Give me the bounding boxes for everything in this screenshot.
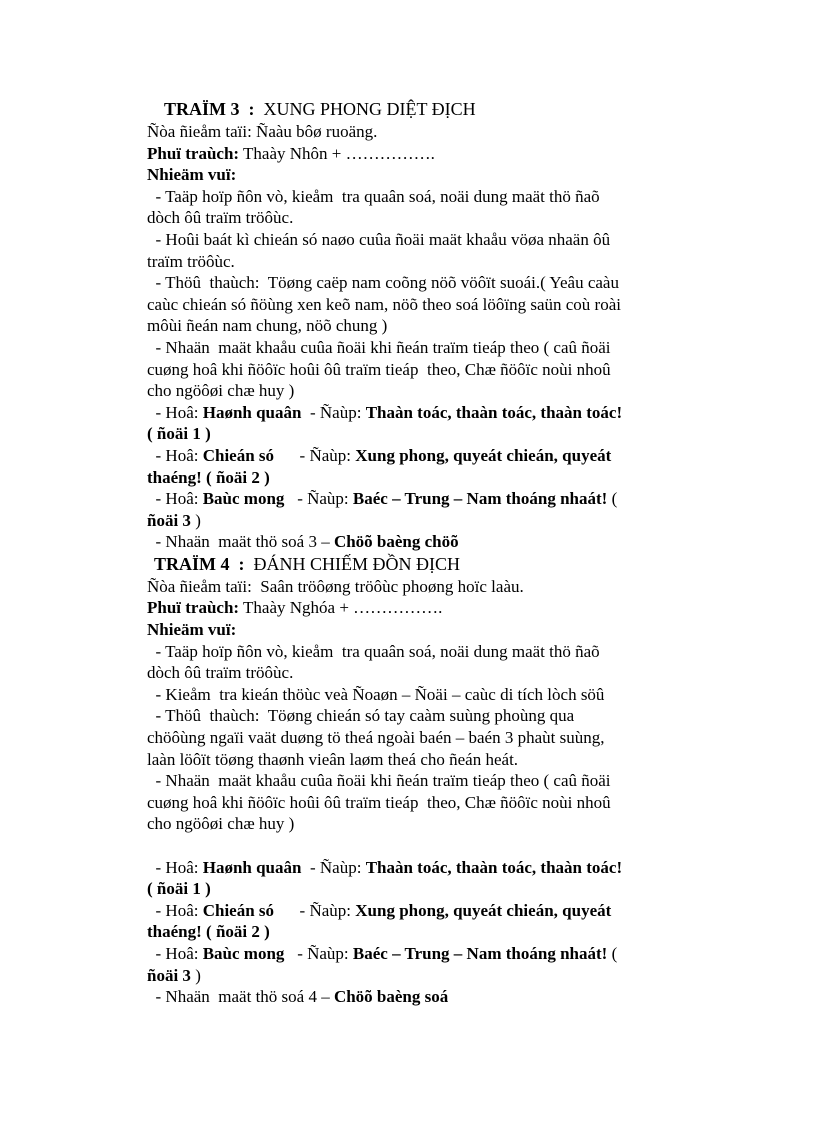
station3-location: Ñòa ñieåm taïi: Ñaàu bôø ruoäng. [147,122,378,141]
station3-p3c: môùi ñeán nam chung, nöõ chung ) [147,316,388,336]
station4-code [147,986,707,1008]
station3-title-text: XUNG PHONG DIỆT ĐỊCH [254,99,476,119]
station3-call1-b: Thaàn toác, thaàn toác, thaàn toác! [365,402,623,422]
station3-p3a: - Thöû thaùch: Töøng caëp nam coõng nöõ vöôït suoái.( Yeâu caàu [147,273,619,293]
station3-call3-tail: ( [607,489,618,509]
station3-responsible-label: Phuï traùch: [147,143,240,163]
station3-duty-label: Nhieäm vuï: [147,165,237,185]
station4-duty-label: Nhieäm vuï: [147,620,237,640]
station4-call3-tail: ( [607,943,618,963]
station3-code [147,531,707,553]
station4-call2-a: Chieán só [202,900,275,920]
station4-call2-b: Xung phong, quyeát chieán, quyeát [355,900,612,920]
station3-call2 [147,445,707,467]
station4-call1-a: Haønh quaân [202,857,302,877]
station4-p1a: - Taäp hoïp ñôn vò, kieåm tra quaân soá, noäi dung maät thö ñaõ [147,641,600,661]
station4-call3-pre: - Hoâ: [147,943,203,963]
station4-responsible-label: Phuï traùch: [147,598,240,618]
document-page [147,98,707,1008]
station4-p4a: - Nhaän maät khaåu cuûa ñoäi khi ñeán traïm tieáp theo ( caû ñoäi [147,771,611,791]
station4-responsible-value: Thaày Nghóa + ……………. [239,598,443,618]
station4-call3-b: Baéc – Trung – Nam thoáng nhaát! [352,943,608,963]
station3-call2-a: Chieán só [202,445,275,465]
station4-call3-mid: - Ñaùp: [284,943,353,963]
station4-p4b: cuøng hoâ khi ñöôïc hoûi ôû traïm tieáp theo, Chæ ñöôïc noùi nhoû [147,792,611,812]
station3-call1-a: Haønh quaân [202,402,302,422]
station4-call1-pre: - Hoâ: [147,857,203,877]
station4-p3c: laàn löôït töøng thaønh vieân laøm theá cho ñeán heát. [147,749,519,769]
station4-call3 [147,943,707,965]
station3-title [147,98,707,121]
station3-call2-pre: - Hoâ: [147,445,203,465]
station4-p4c: cho ngöôøi chæ huy ) [147,814,295,834]
station3-p4c: cho ngöôøi chæ huy ) [147,381,295,401]
station3-call2-mid: - Ñaùp: [274,445,356,465]
station3-responsible [147,143,707,165]
station4-call1 [147,857,707,879]
station4-call3-team: ñoäi 3 [147,965,191,985]
station4-title-label: TRAÏM 4 : [154,553,245,574]
station4-p2: - Kieåm tra kieán thöùc veà Ñoaøn – Ñoäi – caùc di tích lòch söû [147,684,605,704]
station3-p4b: cuøng hoâ khi ñöôïc hoûi ôû traïm tieáp theo, Chæ ñöôïc noùi nhoû [147,359,611,379]
station3-call2-team: thaéng! ( ñoäi 2 ) [147,467,270,487]
station4-p3a: - Thöû thaùch: Töøng chieán só tay caàm suùng phoùng qua [147,706,575,726]
station3-call1-pre: - Hoâ: [147,402,203,422]
station4-call2 [147,900,707,922]
station4-p1b: dòch ôû traïm tröôùc. [147,663,294,683]
station3-p2b: traïm tröôùc. [147,251,235,271]
station4-call2-team: thaéng! ( ñoäi 2 ) [147,922,270,942]
station3-call3-mid: - Ñaùp: [284,489,353,509]
station4-call2-mid: - Ñaùp: [274,900,356,920]
station4-code-value: Chöõ baèng soá [333,987,449,1007]
station3-code-pre: - Nhaän maät thö soá 3 – [147,532,334,552]
station4-title-text: ĐÁNH CHIẾM ĐỒN ĐỊCH [244,553,460,574]
station4-title [147,553,707,576]
station4-call2-pre: - Hoâ: [147,900,203,920]
station3-p3b: caùc chieán só ñöùng xen keõ nam, nöõ theo soá löôïng saün coù roài [147,294,621,314]
station3-p4a: - Nhaän maät khaåu cuûa ñoäi khi ñeán traïm tieáp theo ( caû ñoäi [147,337,611,357]
station3-code-value: Chöõ baèng chöõ [333,532,459,552]
blank-line [147,835,707,857]
station4-call3-close: ) [190,965,201,985]
station3-call1-mid: - Ñaùp: [301,402,366,422]
station3-call3-pre: - Hoâ: [147,489,203,509]
station4-call1-mid: - Ñaùp: [301,857,366,877]
station3-p2a: - Hoûi baát kì chieán só naøo cuûa ñoäi maät khaåu vöøa nhaän ôû [147,229,611,249]
station4-call1-team: ( ñoäi 1 ) [147,879,211,899]
station4-location: Ñòa ñieåm taïi: Saân tröôøng tröôùc phoøng hoïc laàu. [147,576,524,596]
station3-responsible-value: Thaày Nhôn + ……………. [239,143,435,163]
station3-call3-a: Baùc mong [202,489,285,509]
station4-call3-team-line [147,965,707,987]
station3-call3-team: ñoäi 3 [147,510,191,530]
station4-call3-a: Baùc mong [202,943,285,963]
station3-call2-b: Xung phong, quyeát chieán, quyeát [355,445,612,465]
station3-call3-close: ) [190,510,201,530]
station3-call3-team-line [147,510,707,532]
station3-p1b: dòch ôû traïm tröôùc. [147,208,294,228]
station3-call1-team: ( ñoäi 1 ) [147,424,211,444]
station3-call3 [147,488,707,510]
station3-call3-b: Baéc – Trung – Nam thoáng nhaát! [352,489,608,509]
station4-call1-b: Thaàn toác, thaàn toác, thaàn toác! [365,857,623,877]
station4-code-pre: - Nhaän maät thö soá 4 – [147,987,334,1007]
station3-title-label: TRAÏM 3 : [164,99,255,119]
station4-responsible [147,597,707,619]
station3-call1 [147,402,707,424]
station3-p1a: - Taäp hoïp ñôn vò, kieåm tra quaân soá, noäi dung maät thö ñaõ [147,186,600,206]
station4-p3b: chöôùng ngaïi vaät duøng tö theá ngoài baén – baén 3 phaùt suùng, [147,728,605,748]
